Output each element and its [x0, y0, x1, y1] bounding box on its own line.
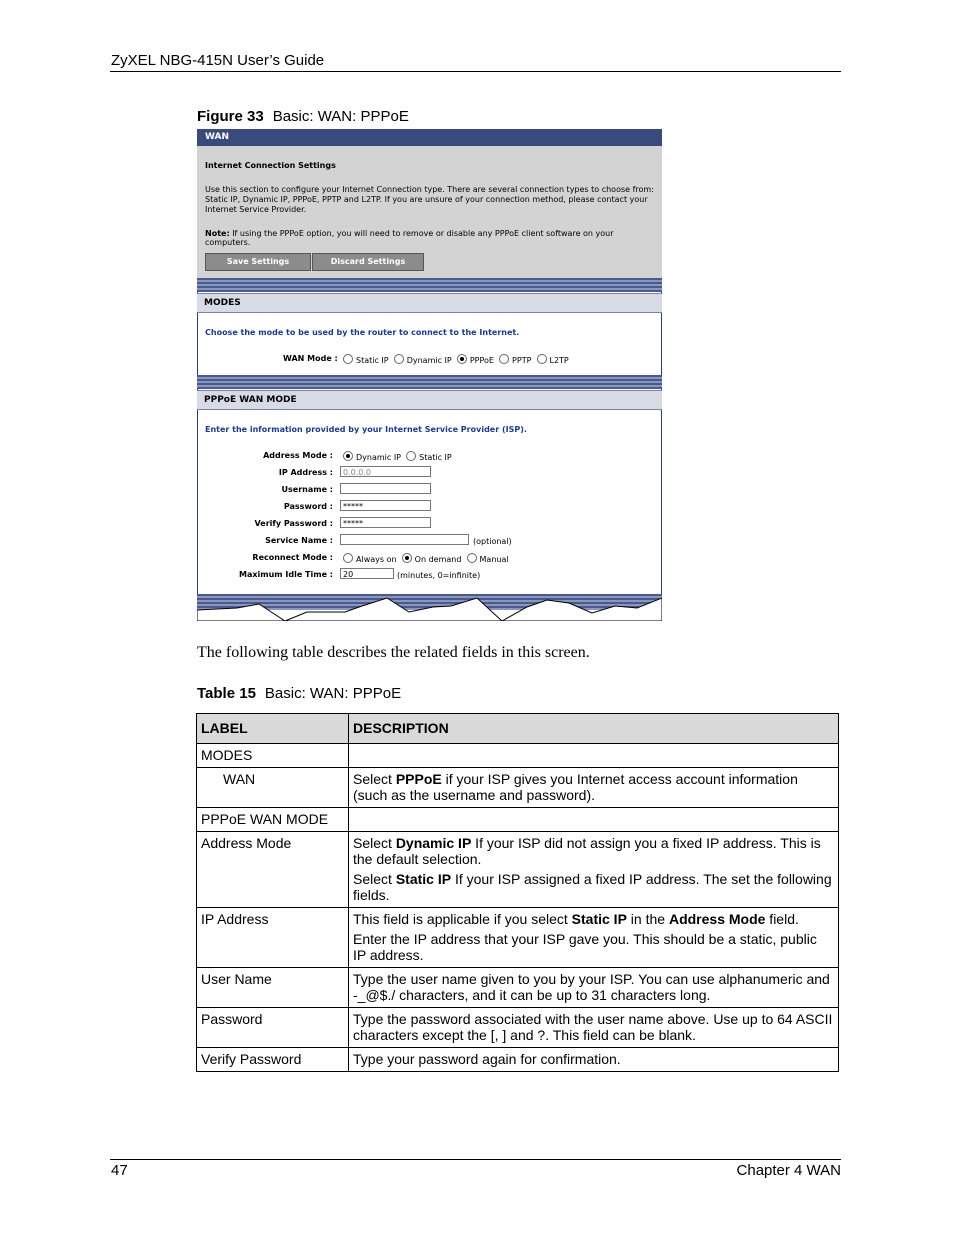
address-mode-radios: [343, 451, 452, 462]
wan-mode-dynamic-radio[interactable]: Dynamic IP: [394, 356, 452, 365]
table-row: [197, 908, 839, 968]
row-desc: Select Dynamic IP If your ISP did not assign you a fixed IP address. This is the default selection. Select Static IP If your ISP assigned a fixed IP address. The set the following fields.: [349, 832, 839, 908]
wan-top-bar: WAN: [197, 129, 662, 146]
reconnect-manual-radio[interactable]: Manual: [467, 555, 509, 564]
row-label: Address Mode: [197, 832, 349, 908]
password-field[interactable]: *****: [340, 500, 431, 511]
section-divider: [197, 278, 662, 292]
row-desc: Type your password again for confirmation.: [349, 1048, 839, 1072]
service-name-label: Service Name :: [265, 536, 333, 545]
ics-note: Note: If using the PPPoE option, you will need to remove or disable any PPPoE client software on your computers.: [205, 229, 614, 247]
username-field[interactable]: [340, 483, 431, 494]
reconnect-mode-radios: [343, 553, 509, 564]
address-mode-static-radio[interactable]: Static IP: [406, 453, 452, 462]
wan-screenshot: [197, 129, 662, 621]
row-label: WAN: [197, 768, 349, 808]
address-mode-label: Address Mode :: [263, 451, 333, 460]
row-label: Password: [197, 1008, 349, 1048]
discard-settings-button[interactable]: Discard Settings: [312, 253, 424, 271]
idle-time-field[interactable]: 20: [340, 568, 394, 579]
service-name-field[interactable]: [340, 534, 469, 545]
modes-intro: Choose the mode to be used by the router to connect to the Internet.: [205, 328, 520, 337]
reconnect-always-radio[interactable]: Always on: [343, 555, 397, 564]
row-desc: Type the password associated with the user name above. Use up to 64 ASCII characters except the [, ] and ?. This field can be blank.: [349, 1008, 839, 1048]
table-header-row: [197, 714, 839, 744]
row-desc: This field is applicable if you select Static IP in the Address Mode field. Enter the IP address that your ISP gave you. This should be a static, public IP address.: [349, 908, 839, 968]
torn-edge: [197, 594, 662, 621]
ip-address-field[interactable]: 0.0.0.0: [340, 466, 431, 477]
row-label: PPPoE WAN MODE: [197, 808, 349, 832]
row-desc: Select PPPoE if your ISP gives you Internet access account information (such as the username and password).: [349, 768, 839, 808]
wan-mode-static-radio[interactable]: Static IP: [343, 356, 389, 365]
verify-password-field[interactable]: *****: [340, 517, 431, 528]
reconnect-mode-label: Reconnect Mode :: [252, 553, 333, 562]
address-mode-dynamic-radio[interactable]: Dynamic IP: [343, 453, 401, 462]
wan-mode-label: WAN Mode :: [283, 354, 338, 363]
idle-time-note: (minutes, 0=infinite): [397, 571, 481, 580]
row-label: Verify Password: [197, 1048, 349, 1072]
username-label: Username :: [281, 485, 333, 494]
table-row: [197, 744, 839, 768]
col-label-header: LABEL: [197, 714, 349, 744]
page-number: 47: [111, 1162, 128, 1179]
service-optional-note: (optional): [473, 537, 512, 546]
reconnect-demand-radio[interactable]: On demand: [402, 555, 462, 564]
pppoe-intro: Enter the information provided by your Internet Service Provider (ISP).: [205, 425, 527, 434]
wan-mode-pppoe-radio[interactable]: PPPoE: [457, 356, 494, 365]
table-row: [197, 1008, 839, 1048]
table-row: [197, 768, 839, 808]
ip-address-label: IP Address :: [278, 468, 333, 477]
password-label: Password :: [283, 502, 333, 511]
chapter-label: Chapter 4 WAN: [736, 1162, 841, 1179]
idle-time-label: Maximum Idle Time :: [238, 570, 333, 579]
pppoe-header: PPPoE WAN MODE: [197, 390, 662, 410]
row-desc: [349, 808, 839, 832]
row-label: MODES: [197, 744, 349, 768]
footer-rule: [110, 1159, 841, 1160]
save-settings-button[interactable]: Save Settings: [205, 253, 311, 271]
wan-mode-pptp-radio[interactable]: PPTP: [499, 356, 531, 365]
row-label: User Name: [197, 968, 349, 1008]
table-row: [197, 968, 839, 1008]
table-row: [197, 832, 839, 908]
table-row: [197, 808, 839, 832]
intro-paragraph: The following table describes the related fields in this screen.: [197, 644, 590, 661]
verify-password-label: Verify Password :: [254, 519, 333, 528]
ics-description: Use this section to configure your Internet Connection type. There are several connection types to choose from: Static IP, Dynamic IP, PPPoE, PPTP and L2TP. If you are unsure of your connection method, please contact your Internet Service Provider.: [205, 185, 654, 214]
row-label: IP Address: [197, 908, 349, 968]
modes-header: MODES: [197, 293, 662, 313]
table-row: [197, 1048, 839, 1072]
figure-caption: Figure 33 Basic: WAN: PPPoE: [197, 108, 409, 125]
section-divider: [197, 375, 662, 389]
table-caption: Table 15 Basic: WAN: PPPoE: [197, 685, 402, 702]
wan-mode-radios: [343, 354, 569, 365]
running-header: ZyXEL NBG-415N User’s Guide: [111, 52, 325, 69]
header-rule: [110, 71, 841, 72]
ics-title: Internet Connection Settings: [205, 161, 336, 170]
col-description-header: DESCRIPTION: [349, 714, 839, 744]
row-desc: [349, 744, 839, 768]
row-desc: Type the user name given to you by your ISP. You can use alphanumeric and -_@$./ characters, and it can be up to 31 characters long.: [349, 968, 839, 1008]
field-description-table: [196, 713, 839, 1072]
wan-mode-l2tp-radio[interactable]: L2TP: [537, 356, 569, 365]
